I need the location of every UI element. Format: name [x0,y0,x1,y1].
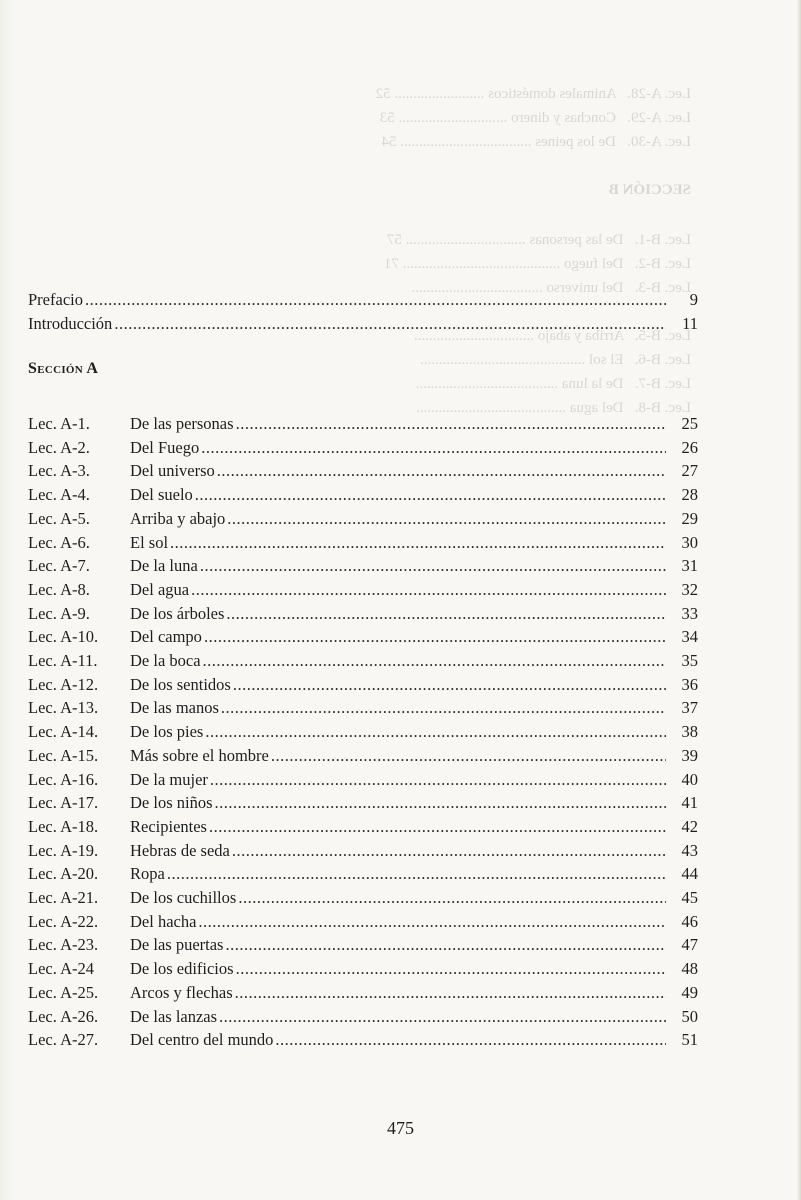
lesson-number: Lec. A-17. [28,793,99,813]
entry-title: Del suelo [130,485,193,505]
lesson-number: Lec. A-18. [28,816,99,836]
entry-title: Del agua [130,579,190,599]
entry-page: 44 [681,864,698,884]
page-number: 475 [387,1118,414,1138]
entry-page: 31 [681,556,698,576]
leader-dots [221,698,666,718]
entry-title: Arcos y flechas [130,982,233,1002]
toc-entry [28,1028,698,1050]
toc-entry [28,554,698,576]
toc-entry [28,625,698,647]
entry-title: Prefacio [28,290,83,309]
leader-dots [233,675,666,695]
toc-entry [28,483,698,505]
toc-entry [28,910,698,932]
leader-dots [236,414,666,434]
lesson-number: Lec. A-19. [28,840,99,860]
entry-title: Del campo [130,627,202,647]
leader-dots [167,864,666,884]
front-matter-entry [28,312,698,334]
lesson-number: Lec. A-27. [28,1030,99,1050]
entry-title: De los sentidos [130,674,231,694]
entry-page: 49 [681,982,698,1002]
entry-title: De las personas [130,414,234,433]
entry-title: De los niños [130,793,213,813]
entry-page: 9 [689,290,698,309]
lesson-number: Lec. A-26. [28,1006,99,1026]
entry-title: Del centro del mundo [130,1030,274,1050]
leader-dots [225,935,666,955]
lesson-number: Lec. A-24 [28,959,94,979]
lesson-number: Lec. A-12. [28,674,99,694]
toc-entry [28,839,698,861]
entry-page: 47 [681,935,698,955]
entry-page: 28 [681,485,698,505]
leader-dots [215,793,667,813]
entry-page: 25 [681,414,698,433]
leader-dots [210,770,666,790]
entry-page: 37 [681,698,698,718]
toc-entry [28,459,698,481]
entry-title: De los edificios [130,959,234,979]
entry-title: Hebras de seda [130,840,230,860]
lesson-number: Lec. A-5. [28,508,90,528]
entry-page: 27 [681,461,698,481]
entry-title: Introducción [28,314,113,333]
lesson-number: Lec. A-7. [28,556,90,576]
toc-entry [28,791,698,813]
entry-page: 46 [681,911,698,931]
leader-dots [232,841,666,861]
leader-dots [200,556,666,576]
entry-page: 43 [681,840,698,860]
lesson-number: Lec. A-14. [28,722,99,742]
front-matter-entry [28,288,698,310]
entry-title: De la mujer [130,769,208,789]
lesson-number: Lec. A-15. [28,745,99,765]
toc-entry [28,507,698,529]
leader-dots [191,580,666,600]
toc-entry [28,957,698,979]
lesson-number: Lec. A-23. [28,935,99,955]
leader-dots [271,746,666,766]
page-edge-shadow [797,0,801,1200]
leader-dots [204,627,666,647]
entry-title: Del universo [130,461,215,481]
toc-entry [28,531,698,553]
leader-dots [226,604,666,624]
lesson-number: Lec. A-13. [28,698,99,718]
lesson-number: Lec. A-4. [28,485,90,505]
lesson-number: Lec. A-10. [28,627,99,647]
leader-dots [219,1007,666,1027]
entry-title: Arriba y abajo [130,508,226,528]
leader-dots [201,438,666,458]
entry-title: Recipientes [130,816,207,836]
toc-entry [28,602,698,624]
entry-page: 26 [681,437,698,457]
leader-dots [227,509,666,529]
entry-title: El sol [130,532,169,552]
entry-page: 45 [681,888,698,907]
lesson-number: Lec. A-6. [28,532,90,552]
entry-title: De las lanzas [130,1006,218,1026]
toc-entry [28,744,698,766]
entry-page: 42 [681,816,698,836]
leader-dots [236,959,666,979]
entry-title: Del hacha [130,911,197,931]
entry-page: 34 [681,627,698,647]
entry-page: 32 [681,579,698,599]
entry-page: 11 [682,314,698,333]
leader-dots [275,1030,666,1050]
section-title: Sección A [28,360,99,377]
leader-dots [238,888,666,908]
leader-dots [217,461,666,481]
entry-title: De la luna [130,556,198,576]
leader-dots [114,314,666,334]
lesson-number: Lec. A-21. [28,888,99,907]
entry-page: 38 [681,722,698,742]
entry-title: De los pies [130,722,204,742]
toc-entry [28,886,698,908]
toc-entry [28,696,698,718]
leader-dots [85,290,666,310]
entry-title: Del Fuego [130,437,200,457]
toc-entry [28,649,698,671]
entry-title: De las puertas [130,935,224,955]
entry-page: 41 [681,793,698,813]
toc-entry [28,578,698,600]
toc-entry [28,1005,698,1027]
lesson-number: Lec. A-3. [28,461,90,481]
leader-dots [195,485,666,505]
lesson-number: Lec. A-25. [28,982,99,1002]
entry-page: 40 [681,769,698,789]
lesson-number: Lec. A-20. [28,864,99,884]
lesson-number: Lec. A-11. [28,651,98,670]
entry-page: 33 [681,603,698,623]
entry-title: De la boca [130,651,201,670]
lesson-number: Lec. A-16. [28,769,99,789]
lesson-number: Lec. A-22. [28,911,99,931]
entry-page: 51 [681,1030,698,1050]
toc-entry [28,412,698,434]
leader-dots [198,912,666,932]
toc-entry [28,815,698,837]
entry-page: 48 [681,959,698,979]
entry-page: 39 [681,745,698,765]
toc-entry [28,862,698,884]
lesson-number: Lec. A-1. [28,414,90,433]
leader-dots [205,722,666,742]
entry-page: 29 [681,508,698,528]
toc-entry [28,436,698,458]
entry-page: 36 [681,674,698,694]
entry-title: De los cuchillos [130,888,237,907]
toc-entry [28,981,698,1003]
toc-entry [28,933,698,955]
leader-dots [235,983,666,1003]
entry-title: Ropa [130,864,165,884]
lesson-number: Lec. A-8. [28,579,90,599]
entry-page: 30 [681,532,698,552]
entry-title: De las manos [130,698,219,718]
toc-entry [28,720,698,742]
entry-page: 35 [681,651,698,670]
leader-dots [170,533,666,553]
toc-entry [28,768,698,790]
toc-entry [28,673,698,695]
entry-title: De los árboles [130,603,225,623]
leader-dots [209,817,666,837]
entry-title: Más sobre el hombre [130,745,269,765]
lesson-number: Lec. A-9. [28,603,90,623]
bleed-through-text: Lec. A-28. Animales domésticos ........................ 52 Lec. A-29. Conchas y dinero ............................. 53 Lec. A-30. De los peines ................................... 54 SECCIÓN B Lec. B-1. De las personas ................................ 57 Lec. B-2. Del fuego .......................................... 71 Lec. B-3. Del universo ................................... Lec. B-5. Arriba y abajo ................................ Lec. B-6. El sol ............................................ Lec. B-7. De la luna ...................................... Lec. B-8. Del agua ........................................ [375,86,691,416]
lesson-number: Lec. A-2. [28,437,90,457]
entry-page: 50 [681,1006,698,1026]
leader-dots [203,651,666,671]
